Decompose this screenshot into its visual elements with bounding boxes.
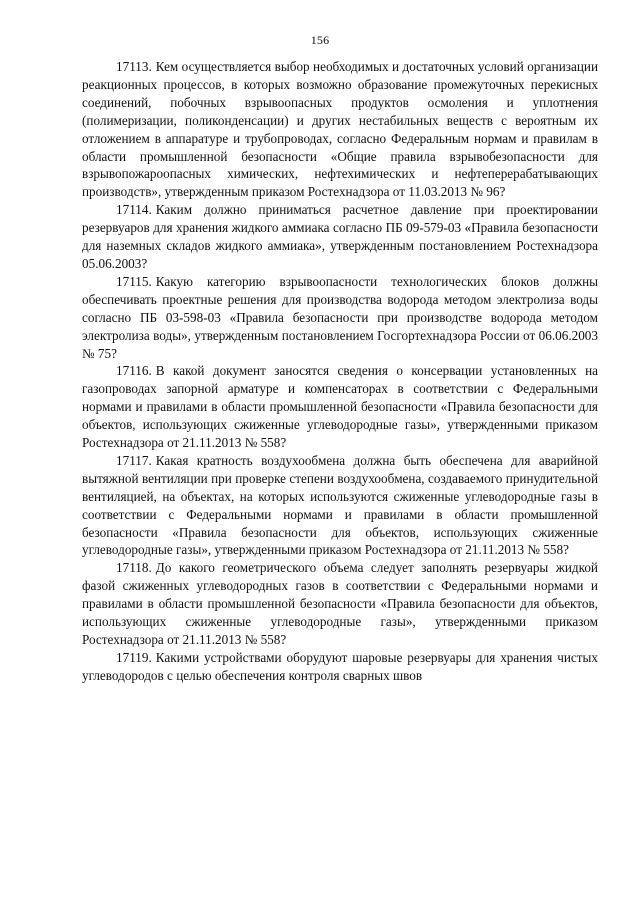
question-text: Какую категорию взрывоопасности технологических блоков должны обеспечивать проектные решения для производства водорода методом электролиза воды согласно ПБ 03-598-03 «Правила безопасности при производстве водорода методом электролиза воды», утвержденным постановлением Госгортехнадзора России от 06.06.2003 № 75?	[82, 273, 598, 361]
question-item	[82, 58, 598, 201]
question-number: 17118.	[116, 560, 152, 576]
question-text: В какой документ заносятся сведения о консервации установленных на газопроводах запорной арматуре и компенсаторах в соответствии с Федеральными нормами и правилами в области промышленной безопасности «Правила безопасности для объектов, использующих сжиженные углеводородные газы», утвержденными приказом Ростехнадзора от 21.11.2013 № 558?	[82, 363, 598, 451]
question-text: Каким должно приниматься расчетное давление при проектировании резервуаров для хранения жидкого аммиака согласно ПБ 09-579-03 «Правила безопасности для наземных складов жидкого аммиака», утвержденным постановлением Ростехнадзора 05.06.2003?	[82, 202, 598, 271]
question-number: 17113.	[116, 59, 152, 74]
question-item	[82, 452, 598, 559]
question-text: Какая кратность воздухообмена должна быть обеспечена для аварийной вытяжной вентиляции при проверке степени воздухообмена, создаваемого принудительной вентиляцией, на объектах, на которых используются сжиженные углеводородные газы в соответствии с Федеральными нормами и правилами в области промышленной безопасности «Правила безопасности для объектов, использующих сжиженные углеводородные газы», утвержденными приказом Ростехнадзора от 21.11.2013 № 558?	[82, 452, 598, 558]
question-text: Кем осуществляется выбор необходимых и достаточных условий организации реакционных процессов, в которых возможно образование промежуточных перекисных соединений, побочных взрывоопасных продуктов осмоления и уплотнения (полимеризации, поликонденсации) и других нестабильных веществ с вероятным их отложением в аппаратуре и трубопроводах, согласно Федеральным нормам и правилам в области промышленной безопасности «Общие правила взрывобезопасности для взрывопожароопасных химических, нефтехимических и нефтеперерабатывающих производств», утвержденным приказом Ростехнадзора от 11.03.2013 № 96?	[82, 59, 598, 200]
question-number: 17114.	[116, 202, 152, 218]
page-number: 156	[310, 33, 330, 47]
question-item	[82, 273, 598, 363]
question-item	[82, 201, 598, 273]
question-number: 17116.	[116, 363, 152, 379]
question-item	[82, 362, 598, 452]
questions-list	[82, 58, 598, 685]
question-item	[82, 649, 598, 685]
question-number: 17117.	[116, 452, 152, 468]
question-number: 17119.	[116, 649, 152, 665]
question-text: До какого геометрического объема следует заполнять резервуары жидкой фазой сжиженных углеводородных газов в соответствии с Федеральными нормами и правилами в области промышленной безопасности «Правила безопасности для объектов, использующих сжиженные углеводородные газы», утвержденными приказом Ростехнадзора от 21.11.2013 № 558?	[82, 560, 598, 647]
question-text: Какими устройствами оборудуют шаровые резервуары для хранения чистых углеводородов с целью обеспечения контроля сварных швов	[82, 649, 598, 683]
question-item	[82, 559, 598, 649]
question-number: 17115.	[116, 273, 152, 289]
